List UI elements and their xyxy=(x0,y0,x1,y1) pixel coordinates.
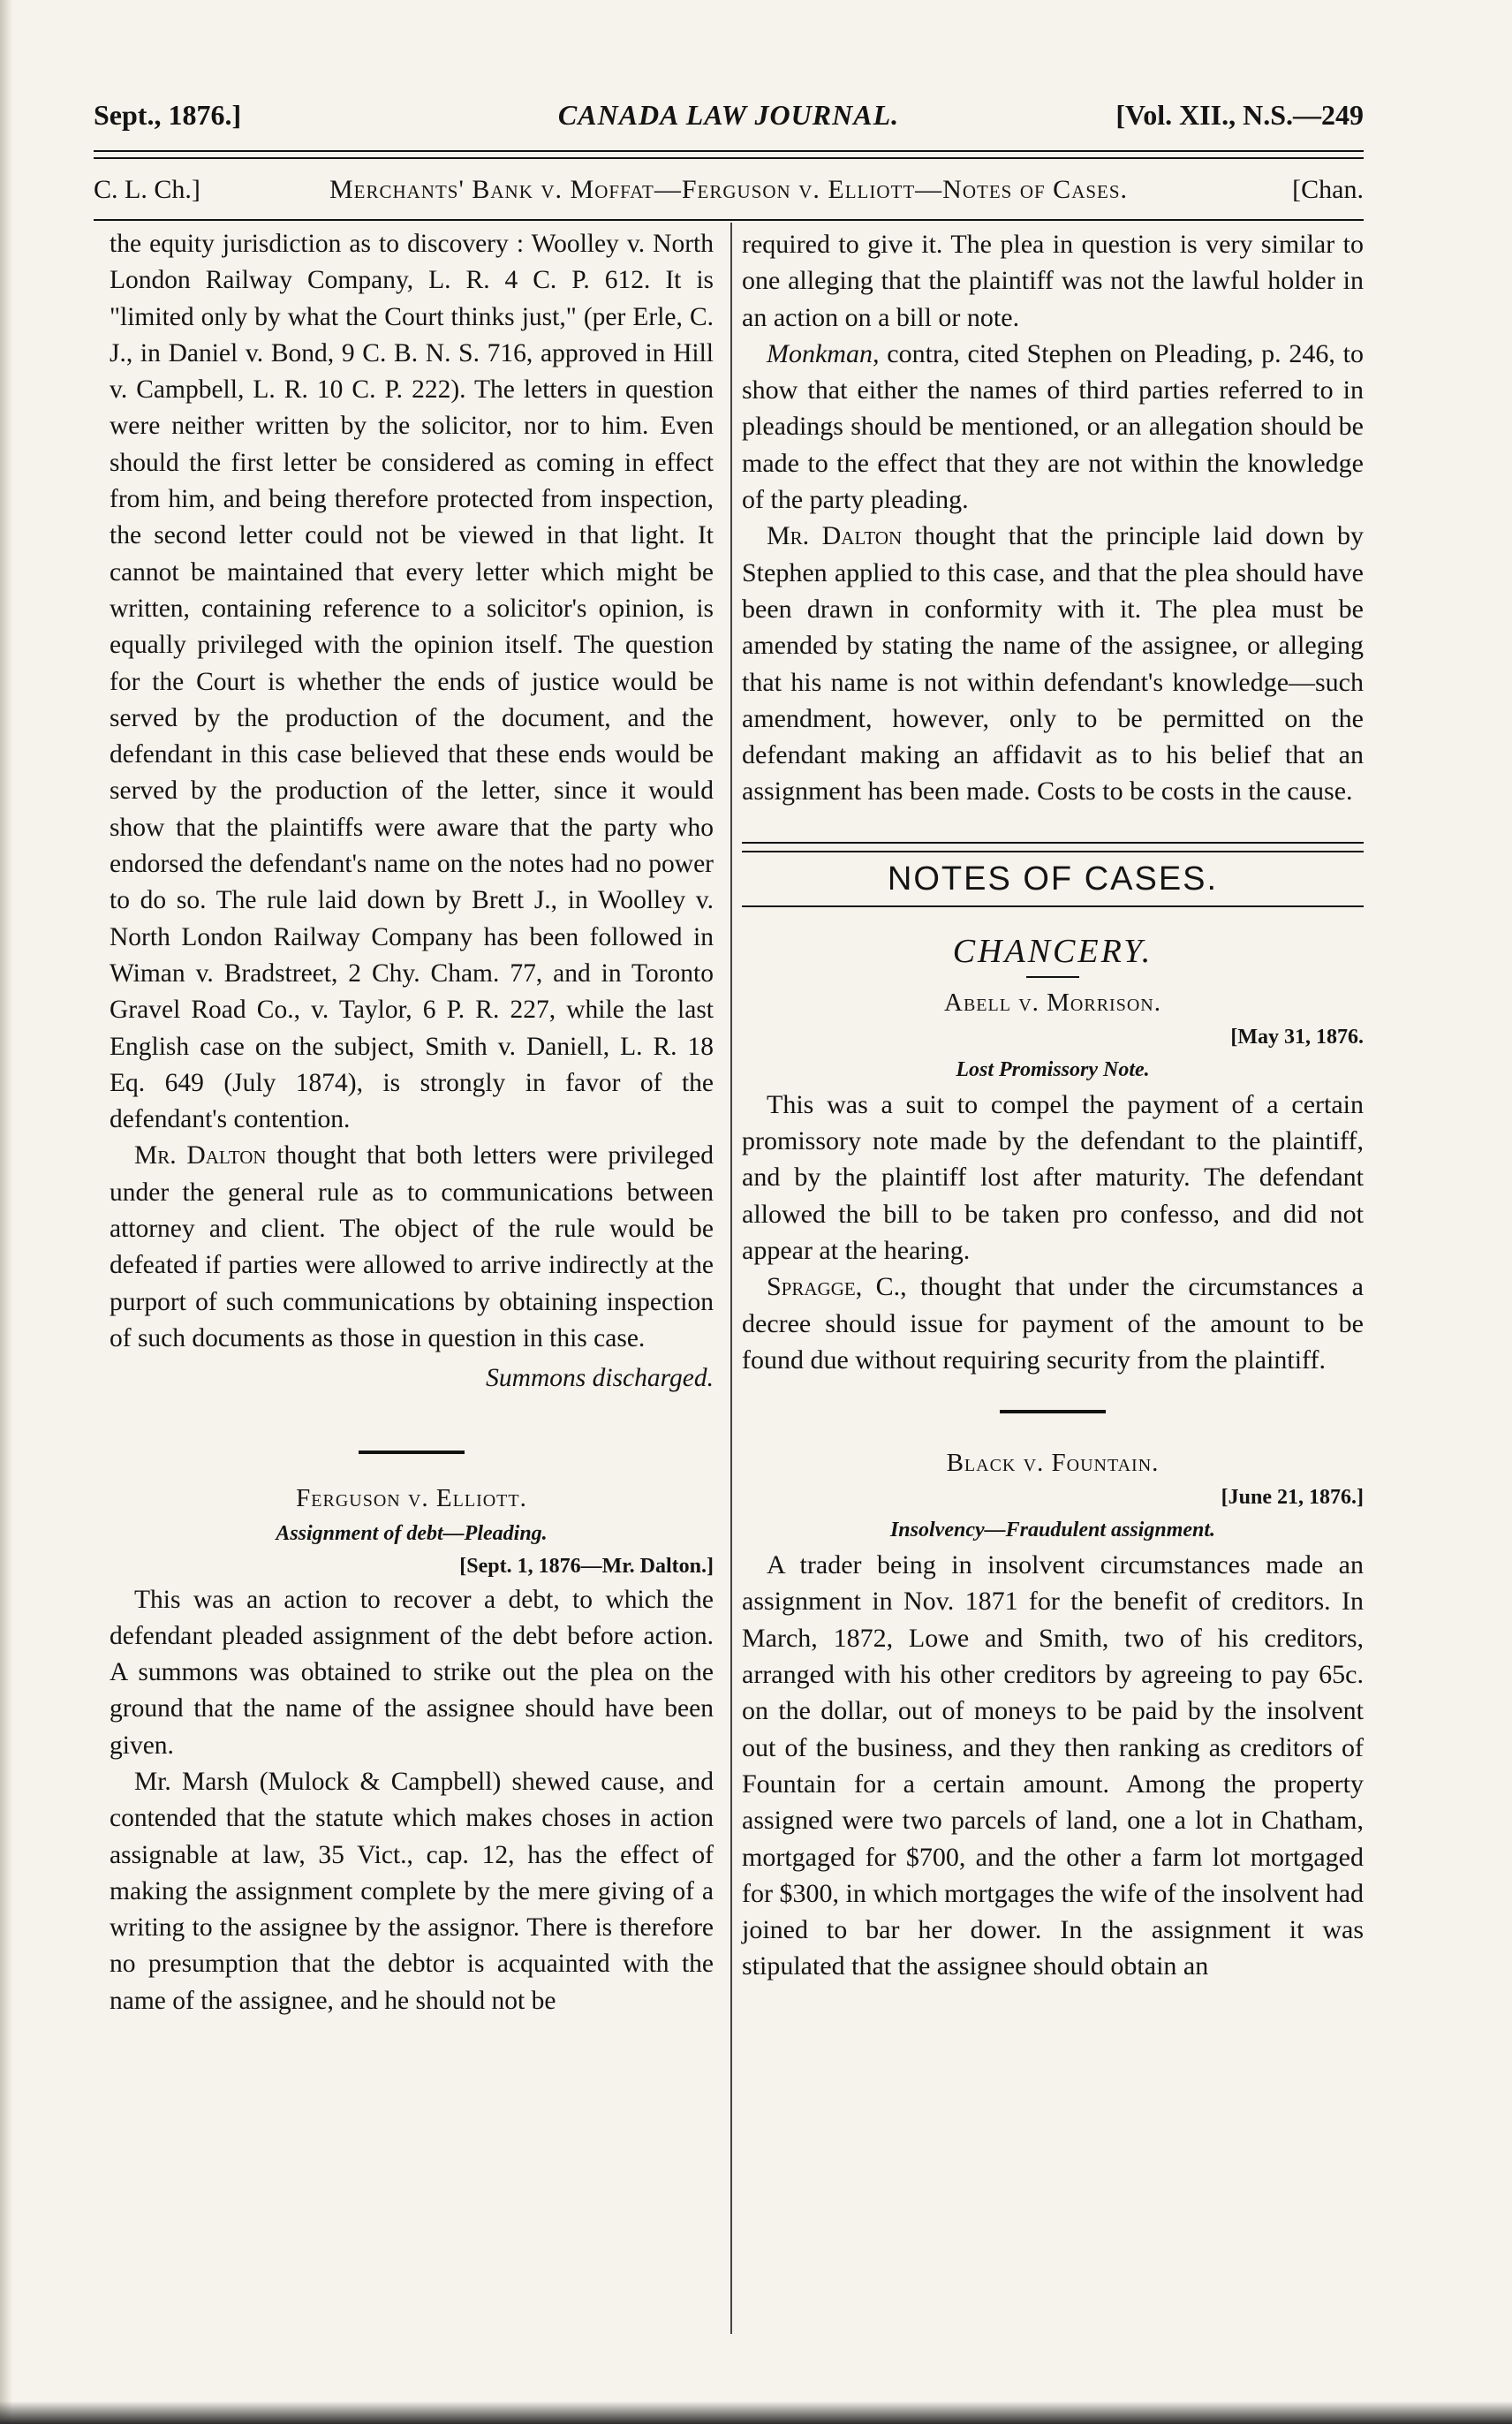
journal-title: CANADA LAW JOURNAL. xyxy=(557,99,900,131)
case-title: Abell v. Morrison. xyxy=(944,988,1161,1017)
case-subject: Assignment of debt—Pleading. xyxy=(276,1521,548,1545)
paragraph: Spragge, C., thought that under the circumstances a decree should issue for payment of the amount to be found due without requiring security from the plaintiff. xyxy=(742,1272,1364,1375)
court-left: C. L. Ch.] xyxy=(94,175,200,204)
counsel-name: Monkman, xyxy=(767,338,880,368)
case-date: [Sept. 1, 1876—Mr. Dalton.] xyxy=(459,1554,714,1578)
case-date: [June 21, 1876.] xyxy=(1221,1486,1364,1510)
judge-name: Spragge, C., xyxy=(767,1272,907,1302)
right-column xyxy=(742,226,1364,1985)
paragraph: This was a suit to compel the payment of a certain promissory note made by the defendant to the plaintiff, and by the plaintiff lost after maturity. The defendant allowed the bill to be taken pro confesso, and did not appear at the hearing. xyxy=(742,1089,1364,1265)
case-subject: Insolvency—Fraudulent assignment. xyxy=(889,1519,1216,1542)
case-date: [May 31, 1876. xyxy=(1230,1025,1364,1049)
page-edge-shadow xyxy=(0,0,12,2424)
paragraph: This was an action to recover a debt, to which the defendant pleaded assignment of the debt before action. A summons was obtained to strike out the plea on the ground that the name of the assignee should have been given. xyxy=(110,1585,714,1760)
case-titles: Merchants' Bank v. Moffat—Ferguson v. Elliott—Notes of Cases. xyxy=(329,175,1129,204)
volume-page: [Vol. XII., N.S.—249 xyxy=(1115,99,1364,131)
case-title: Ferguson v. Elliott. xyxy=(296,1483,527,1512)
paragraph: A trader being in insolvent circumstances made an assignment in Nov. 1871 for the benefit of creditors. In March, 1872, Lowe and Smith, two of his creditors, arranged with his other creditors by agreeing to pay 65c. on the dollar, out of moneys to be paid by the insolvent out of the business, and they then ranking as creditors of Fountain for a certain amount. Among the property assigned were two parcels of land, one a lot in Chatham, mortgaged for $700, and the other a farm lot mortgaged for $300, in which mortgages the wife of the insolvent had joined to bar her dower. In the assignment it was stipulated that the assignee should obtain an xyxy=(742,1550,1365,1981)
court-heading: CHANCERY. xyxy=(952,932,1153,970)
column-divider xyxy=(730,223,732,2334)
paragraph: Mr. Dalton thought that both letters were privileged under the general rule as to communications between attorney and client. The object of the rule would be defeated if parties were allowed to arrive indirectly at the purport of such communications by obtaining inspection of such documents as those in question in this case. xyxy=(110,1141,714,1352)
paragraph: the equity jurisdiction as to discovery : Woolley v. North London Railway Company, L. R. 4 C. P. 612. It is "limited only by what the Court thinks just," (per Erle, C. J., in Daniel v. Bond, 9 C. B. N. S. 716, approved in Hill v. Campbell, L. R. 10 C. P. 222). The letters in question were neither written by the solicitor, nor to him. Even should the first letter be considered as coming in effect from him, and being therefore protected from inspection, the second letter could not be viewed in that light. It cannot be maintained that every letter which might be written, containing reference to a solicitor's opinion, is equally privileged with the opinion itself. The question for the Court is whether the ends of justice would be served by the production of the document, and the defendant in this case believed that these ends would be served by the production of the letter, since it would show that the plaintiffs were aware that the party who endorsed the defendant's name on the notes had no power to do so. The rule laid down by Brett J., in Woolley v. North London Railway Company has been followed in Wiman v. Bradstreet, 2 Chy. Cham. 77, and in Toronto Gravel Road Co., v. Taylor, 6 P. R. 227, while the last English case on the subject, Smith v. Daniell, L. R. 18 Eq. 649 (July 1874), is strongly in favor of the defendant's contention. xyxy=(110,230,714,1134)
paragraph: required to give it. The plea in question is very similar to one alleging that the plaintiff was not the lawful holder in an action on a bill or note. xyxy=(742,230,1364,332)
left-column xyxy=(110,226,714,2019)
paragraph: Mr. Marsh (Mulock & Campbell) shewed cause, and contended that the statute which makes choses in action assignable at law, 35 Vict., cap. 12, has the effect of making the assignment complete by the mere giving of a writing to the assignee by the assignor. There is therefore no presumption that the debtor is acquainted with the name of the assignee, and he should not be xyxy=(110,1767,714,2015)
case-title: Black v. Fountain. xyxy=(946,1449,1160,1478)
section-title: NOTES OF CASES. xyxy=(887,860,1219,898)
subhead-rule xyxy=(94,219,1364,221)
case-subject: Lost Promissory Note. xyxy=(956,1057,1150,1081)
paragraph: Monkman, contra, cited Stephen on Pleading, p. 246, to show that either the names of third parties referred to in pleadings should be mentioned, or an allegation should be made to the effect that they are not within the knowledge of the party pleading. xyxy=(742,338,1364,515)
page-bottom-edge xyxy=(0,2401,1512,2424)
running-head xyxy=(94,99,1364,145)
judge-name: Mr. Dalton xyxy=(134,1141,267,1170)
disposition: Summons discharged. xyxy=(486,1364,714,1393)
sub-head xyxy=(94,175,1364,214)
issue-date: Sept., 1876.] xyxy=(94,99,242,131)
court-right: [Chan. xyxy=(1292,175,1364,204)
judge-name: Mr. Dalton xyxy=(767,521,903,551)
header-double-rule xyxy=(94,150,1364,159)
section-rules xyxy=(742,842,1364,852)
paragraph: Mr. Dalton thought that the principle laid down by Stephen applied to this case, and that the plea should have been drawn in conformity with it. The plea must be amended by stating the name of the assignee, or alleging that his name is not within defendant's knowledge—such amendment, however, only to be permitted on the defendant making an affidavit as to his belief that an assignment has been made. Costs to be costs in the cause. xyxy=(742,521,1364,807)
